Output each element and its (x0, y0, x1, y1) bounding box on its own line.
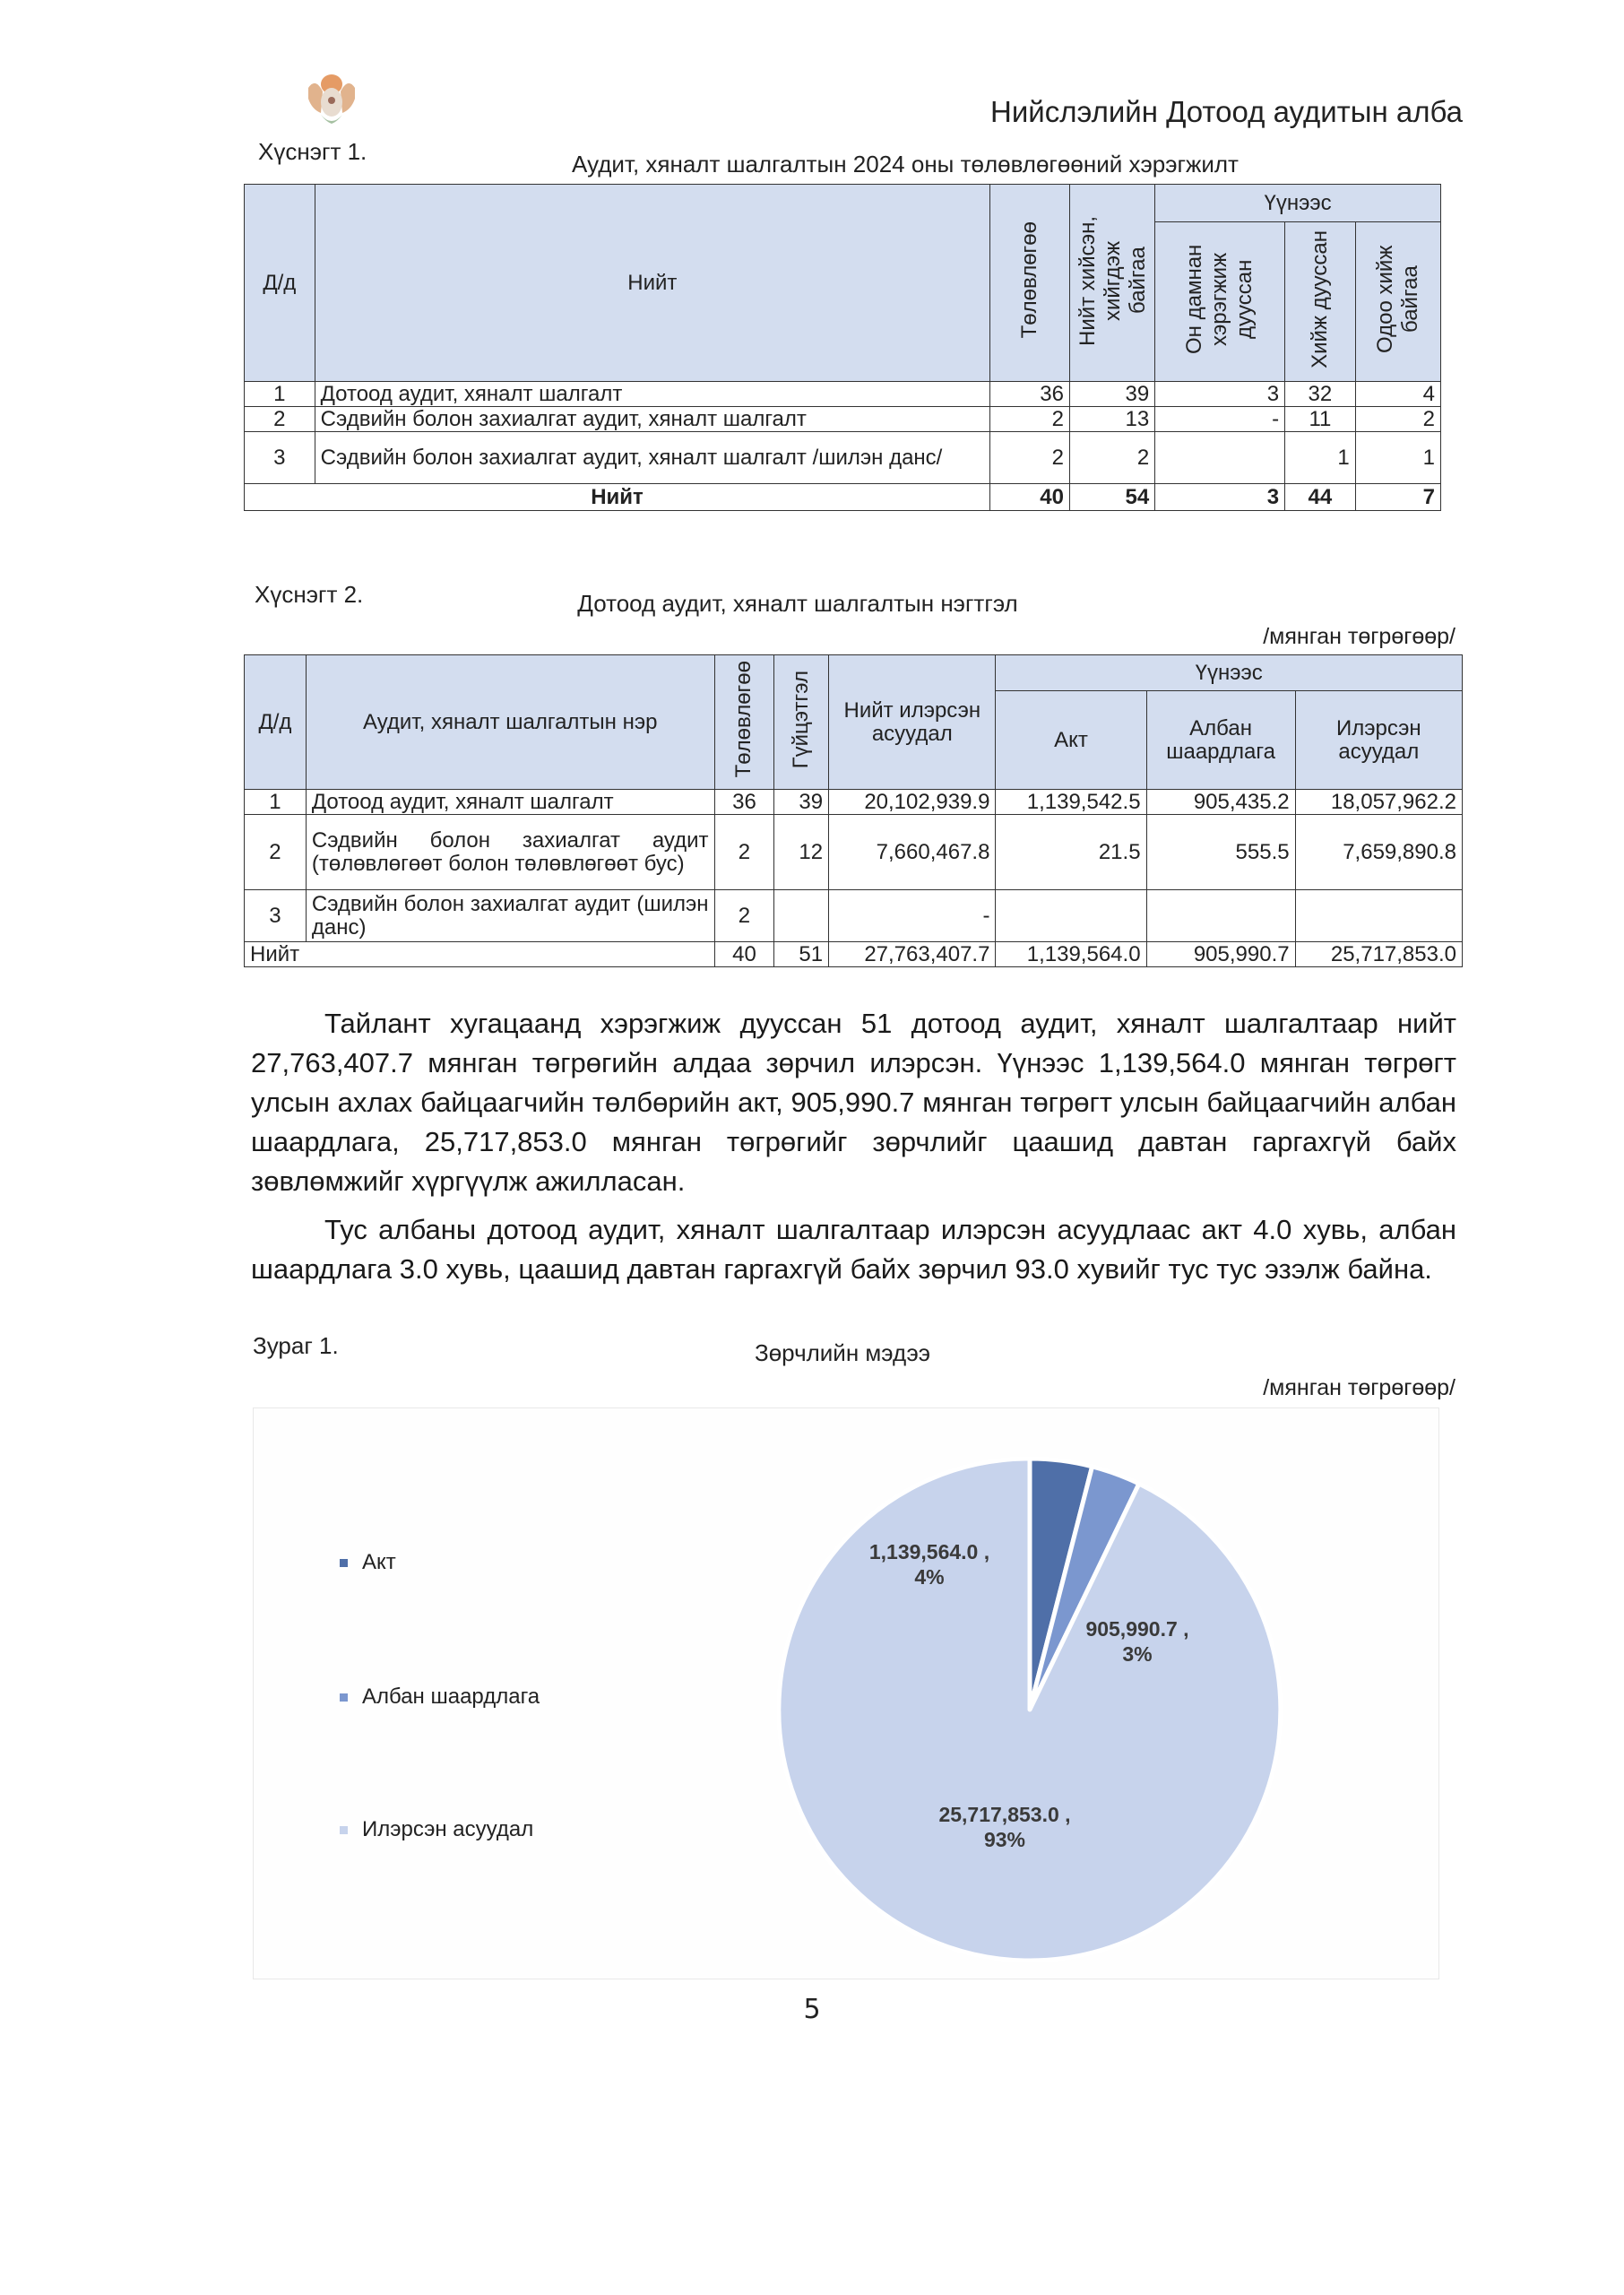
pie-svg (254, 1408, 1438, 1979)
pie-chart (253, 1407, 1439, 1979)
table2-header-plan: Төлөвлөгөө (714, 655, 774, 790)
table1-header-of-which: Үүнээс (1155, 185, 1441, 222)
table-row: 1 Дотоод аудит, хяналт шалгалт 36 39 20,102,939.9 1,139,542.5 905,435.2 18,057,962.2 (245, 790, 1463, 815)
table2-label: Хүснэгт 2. (255, 581, 364, 608)
table2-header-of-which: Үүнээс (996, 655, 1463, 691)
table1-header-in-progress: Одоо хийж байгаа (1355, 222, 1440, 382)
legend-item-act: Акт (340, 1550, 396, 1575)
table1-header-total-done: Нийт хийсэн, хийгдэж байгаа (1070, 185, 1155, 382)
table2-header-official-demand: Албан шаардлага (1146, 691, 1295, 790)
table2-header-no: Д/д (245, 655, 307, 790)
pie-slice-found-issue (779, 1459, 1281, 1961)
table1-header-completed: Хийж дууссан (1285, 222, 1356, 382)
table1 (244, 184, 1441, 511)
svg-text:93%: 93% (983, 1828, 1026, 1851)
svg-text:1,139,564.0 ,: 1,139,564.0 , (868, 1540, 990, 1563)
organization-name: Нийслэлийн Дотоод аудитын алба (990, 95, 1463, 128)
svg-text:3%: 3% (1122, 1642, 1153, 1666)
table-row: 2 Сэдвийн болон захиалгат аудит, хяналт шалгалт 2 13 - 11 2 (245, 407, 1441, 432)
table2-title: Дотоод аудит, хяналт шалгалтын нэгтгэл (577, 590, 1018, 617)
table2-total-row: Нийт 40 51 27,763,407.7 1,139,564.0 905,990.7 25,717,853.0 (245, 942, 1463, 967)
table2-unit: /мянган төгрөгөөр/ (1263, 624, 1456, 649)
svg-text:905,990.7 ,: 905,990.7 , (1085, 1617, 1189, 1641)
table-row: 3 Сэдвийн болон захиалгат аудит, хяналт шалгалт /шилэн данс/ 2 2 1 1 (245, 432, 1441, 484)
emblem-logo (299, 68, 364, 131)
table1-title: Аудит, хяналт шалгалтын 2024 оны төлөвлөгөөний хэрэгжилт (572, 151, 1239, 178)
table1-header-no: Д/д (245, 185, 315, 382)
figure1-label: Зураг 1. (253, 1332, 339, 1359)
legend-item-found-issue: Илэрсэн асуудал (340, 1817, 533, 1842)
table1-label: Хүснэгт 1. (258, 138, 367, 165)
page-number: 5 (803, 1994, 821, 2025)
table2 (244, 654, 1463, 967)
table1-header-name: Нийт (315, 185, 989, 382)
table-row: 3 Сэдвийн болон захиалгат аудит (шилэн данс) 2 - (245, 890, 1463, 942)
table2-header-act: Акт (996, 691, 1146, 790)
table2-header-total-issues: Нийт илэрсэн асуудал (829, 655, 996, 790)
legend-item-official-demand: Албан шаардлага (340, 1684, 540, 1710)
table-row: 2 Сэдвийн болон захиалгат аудит (төлөвлөгөөт болон төлөвлөгөөт бус) 2 12 7,660,467.8 21.5 555.5 7,659,890.8 (245, 815, 1463, 890)
table-row: 1 Дотоод аудит, хяналт шалгалт 36 39 3 32 4 (245, 382, 1441, 407)
svg-text:4%: 4% (914, 1565, 945, 1589)
table2-header-found-issue: Илэрсэн асуудал (1295, 691, 1462, 790)
table1-header-plan: Төлөвлөгөө (990, 185, 1070, 382)
summary-paragraph-2: Тус албаны дотоод аудит, хяналт шалгалтаар илэрсэн асуудлаас акт 4.0 хувь, албан шаардлага 3.0 хувь, цаашид давтан гаргахгүй байх зөрчил 93.0 хувийг тус тус эзэлж байна. (251, 1214, 1456, 1285)
figure1-unit: /мянган төгрөгөөр/ (1263, 1375, 1456, 1400)
table2-header-actual: Гүйцэтгэл (774, 655, 829, 790)
table1-total-row: Нийт 40 54 3 44 7 (245, 484, 1441, 511)
svg-text:25,717,853.0 ,: 25,717,853.0 , (938, 1803, 1071, 1826)
figure1-title: Зөрчлийн мэдээ (755, 1339, 930, 1366)
table2-header-name: Аудит, хяналт шалгалтын нэр (306, 655, 714, 790)
table1-header-carried-over: Он дамнан хэрэгжиж дууссан (1155, 222, 1285, 382)
summary-paragraph-1: Тайлант хугацаанд хэрэгжиж дууссан 51 дотоод аудит, хяналт шалгалтаар нийт 27,763,407.7 мянган төгрөгийн алдаа зөрчил илэрсэн. Үүнээс 1,139,564.0 мянган төгрөгт улсын ахлах байцаагчийн төлбөрийн акт, 905,990.7 мянган төгрөгт улсын байцаагчийн албан шаардлага, 25,717,853.0 мянган төгрөгийг зөрчлийг цаашид давтан гаргахгүй байх зөвлөмжийг хүргүүлж ажилласан. (251, 1008, 1456, 1197)
